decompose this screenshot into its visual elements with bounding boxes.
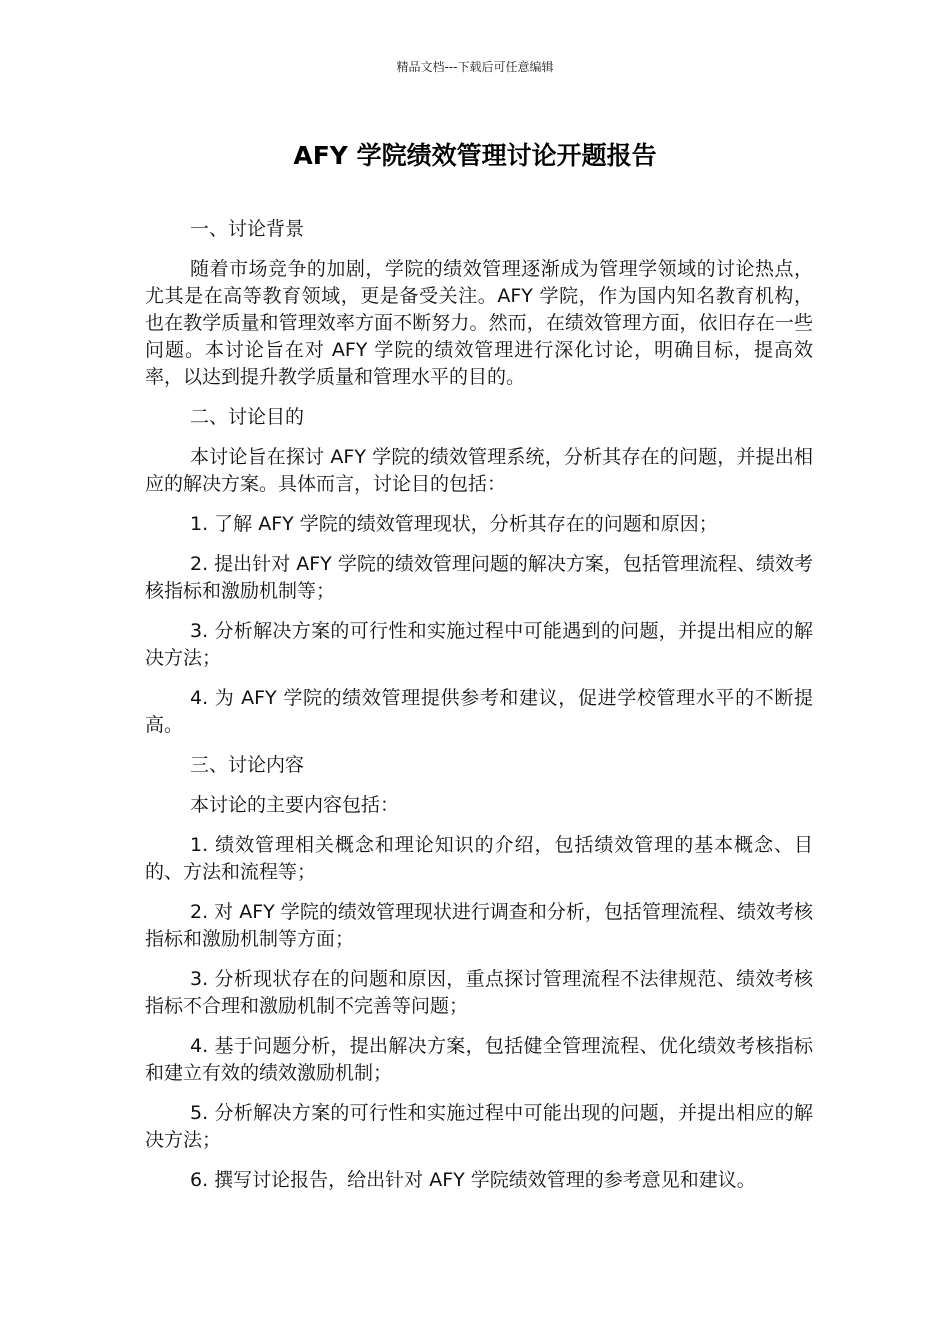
content-list-item: 1. 绩效管理相关概念和理论知识的介绍，包括绩效管理的基本概念、目的、方法和流程等； [145, 834, 813, 883]
purpose-list-item: 1. 了解 AFY 学院的绩效管理现状，分析其存在的问题和原因； [190, 513, 718, 535]
content-intro-paragraph: 本讨论的主要内容包括： [190, 794, 400, 816]
content-list-item: 5. 分析解决方案的可行性和实施过程中可能出现的问题，并提出相应的解决方法； [145, 1102, 813, 1151]
purpose-list-item: 3. 分析解决方案的可行性和实施过程中可能遇到的问题，并提出相应的解决方法； [145, 620, 813, 669]
content-list-item: 4. 基于问题分析，提出解决方案，包括健全管理流程、优化绩效考核指标和建立有效的绩效激励机制； [145, 1035, 813, 1084]
section-heading-background: 一、讨论背景 [190, 218, 305, 240]
purpose-intro-paragraph: 本讨论旨在探讨 AFY 学院的绩效管理系统，分析其存在的问题，并提出相应的解决方案。具体而言，讨论目的包括： [145, 446, 813, 495]
document-title: AFY 学院绩效管理讨论开题报告 [293, 141, 657, 170]
section-heading-purpose: 二、讨论目的 [190, 406, 305, 428]
section-heading-content: 三、讨论内容 [190, 754, 305, 776]
background-paragraph: 随着市场竞争的加剧，学院的绩效管理逐渐成为管理学领域的讨论热点，尤其是在高等教育领域，更是备受关注。AFY 学院，作为国内知名教育机构，也在教学质量和管理效率方面不断努力。然而，在绩效管理方面，依旧存在一些问题。本讨论旨在对 AFY 学院的绩效管理进行深化讨论，明确目标，提高效率，以达到提升教学质量和管理水平的目的。 [145, 258, 813, 388]
purpose-list-item: 2. 提出针对 AFY 学院的绩效管理问题的解决方案，包括管理流程、绩效考核指标和激励机制等； [145, 553, 813, 602]
content-list-item: 6. 撰写讨论报告，给出针对 AFY 学院绩效管理的参考意见和建议。 [190, 1169, 756, 1191]
purpose-list-item: 4. 为 AFY 学院的绩效管理提供参考和建议，促进学校管理水平的不断提高。 [145, 687, 813, 736]
content-list-item: 2. 对 AFY 学院的绩效管理现状进行调查和分析，包括管理流程、绩效考核指标和激励机制等方面； [145, 901, 813, 950]
content-list-item: 3. 分析现状存在的问题和原因，重点探讨管理流程不法律规范、绩效考核指标不合理和激励机制不完善等问题； [145, 968, 813, 1017]
page-header-note: 精品文档---下载后可任意编辑 [396, 60, 554, 74]
document-body [145, 216, 813, 1207]
